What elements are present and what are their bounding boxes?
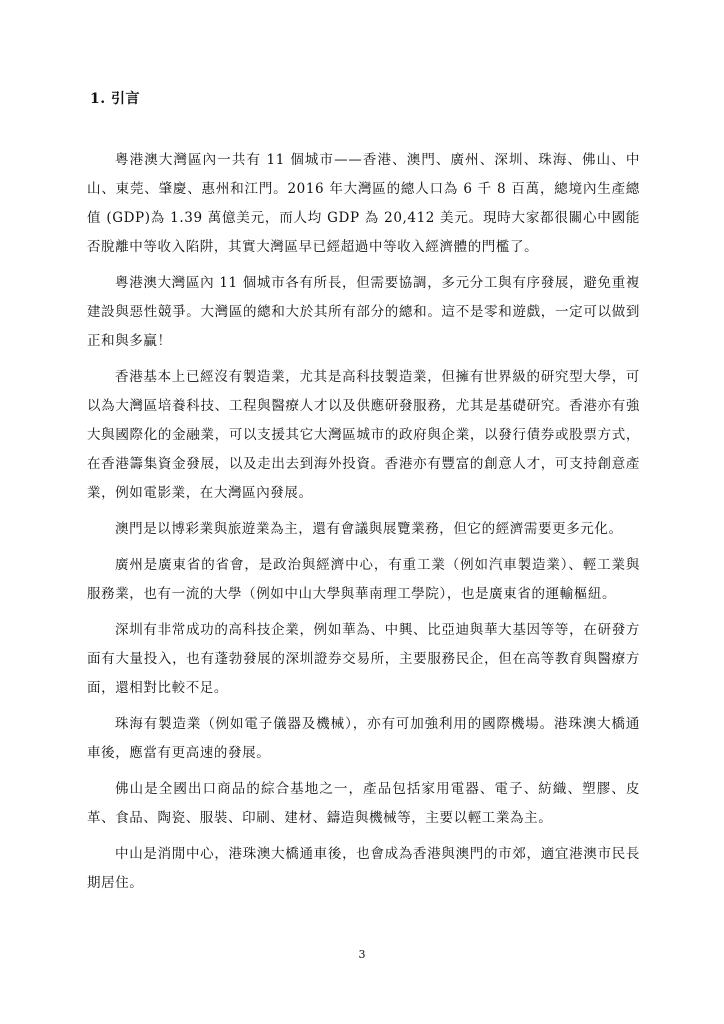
body-text — [87, 146, 640, 905]
paragraph-guangzhou: 廣州是廣東省的省會，是政治與經濟中心，有重工業（例如汽車製造業）、輕工業與服務業，也有一流的大學（例如中山大學與華南理工學院），也是廣東省的運輸樞紐。 — [87, 557, 640, 602]
paragraph-shenzhen: 深圳有非常成功的高科技企業，例如華為、中興、比亞迪與華大基因等等，在研發方面有大量投入，也有蓬勃發展的深圳證券交易所，主要服務民企，但在高等教育與醫療方面，還相對比較不足。 — [87, 622, 640, 696]
paragraph-zhuhai: 珠海有製造業（例如電子儀器及機械），亦有可加強利用的國際機場。港珠澳大橋通車後，應當有更高速的發展。 — [87, 716, 640, 761]
section-heading: 1. 引言 — [90, 91, 140, 107]
paragraph-overview: 粵港澳大灣區內一共有 11 個城市——香港、澳門、廣州、深圳、珠海、佛山、中山、東莞、肇慶、惠州和江門。2016 年大灣區的總人口為 6 千 8 百萬，總境內生產總值 (GDP)為 1.39 萬億美元，而人均 GDP 為 20,412 美元。現時大家都很關心中國能否脫離中等收入陷阱，其實大灣區早已經超過中等收入經濟體的門檻了。 — [87, 152, 640, 255]
paragraph-macau: 澳門是以博彩業與旅遊業為主，還有會議與展覽業務，但它的經濟需要更多元化。 — [115, 521, 623, 537]
paragraph-zhongshan: 中山是消閒中心，港珠澳大橋通車後，也會成為香港與澳門的市郊，適宜港澳市民長期居住。 — [87, 846, 640, 891]
paragraph-foshan: 佛山是全國出口商品的綜合基地之一，產品包括家用電器、電子、紡織、塑膠、皮革、食品、陶瓷、服裝、印刷、建材、鑄造與機械等，主要以輕工業為主。 — [87, 781, 640, 826]
page-number: 3 — [358, 948, 366, 961]
paragraph-coordination: 粵港澳大灣區內 11 個城市各有所長，但需要協調，多元分工與有序發展，避免重複建設與惡性競爭。大灣區的總和大於其所有部分的總和。這不是零和遊戲，一定可以做到正和與多贏！ — [87, 275, 640, 349]
paragraph-hong-kong: 香港基本上已經沒有製造業，尤其是高科技製造業，但擁有世界級的研究型大學，可以為大灣區培養科技、工程與醫療人才以及供應研發服務，尤其是基礎研究。香港亦有強大與國際化的金融業，可以支援其它大灣區城市的政府與企業，以發行債券或股票方式，在香港籌集資金發展，以及走出去到海外投資。香港亦有豐富的創意人才，可支持創意產業，例如電影業，在大灣區內發展。 — [87, 369, 640, 501]
